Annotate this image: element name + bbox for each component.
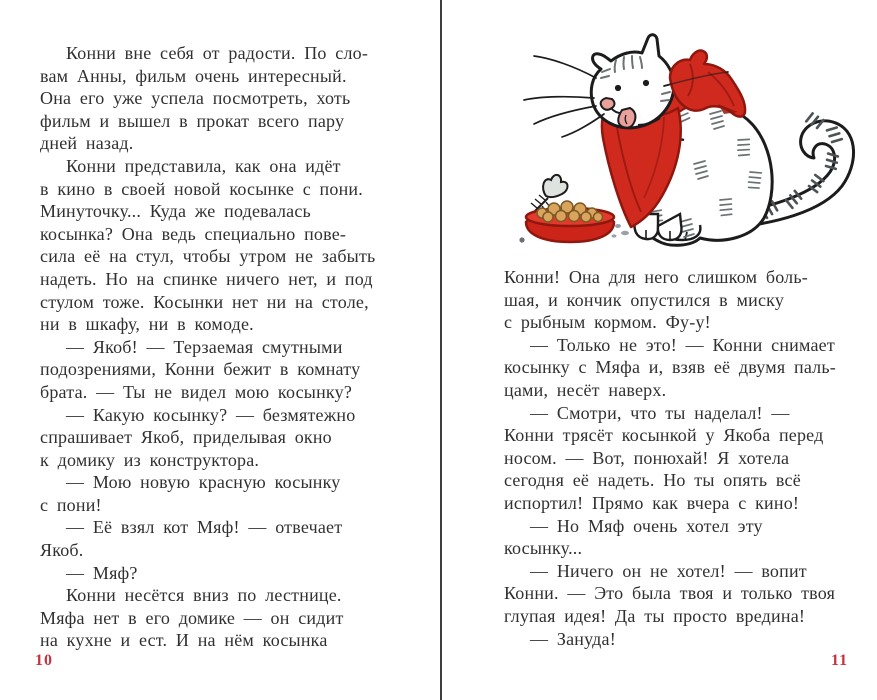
- text-line: сегодня её надеть. Но ты опять всё: [504, 470, 801, 491]
- cat-illustration-svg: [512, 14, 868, 260]
- text-line: — Её взял кот Мяф! — отвечает: [66, 517, 343, 538]
- text-line: цами, несёт наверх.: [504, 379, 667, 400]
- text-line: к домику из конструктора.: [40, 449, 260, 470]
- text-line: вам Анны, фильм очень интересный.: [40, 65, 347, 86]
- cat-eye: [643, 80, 649, 86]
- left-page-number: 10: [35, 652, 53, 669]
- right-page-text: [504, 266, 874, 650]
- text-line: косынку с Мяфа и, взяв её двумя паль-: [504, 357, 836, 378]
- text-line: с пони!: [40, 494, 102, 515]
- text-line: косынка? Она ведь специально пове-: [40, 223, 347, 244]
- text-line: Конни представила, как она идёт: [66, 155, 341, 176]
- fish-skeleton-fin: [543, 175, 567, 197]
- text-line: — Какую косынку? — безмятежно: [66, 404, 356, 425]
- text-line: Конни трясёт косынкой у Якоба перед: [504, 425, 824, 446]
- text-line: — Зануда!: [530, 628, 616, 649]
- right-page-number: 11: [831, 652, 849, 669]
- text-line: шая, и кончик опустился в миску: [504, 289, 785, 310]
- text-line: надеть. Но на спинке ничего нет, и под: [40, 268, 373, 289]
- text-line: спрашивает Якоб, приделывая окно: [40, 427, 332, 448]
- text-line: Якоб.: [40, 540, 84, 561]
- text-line: — Только не это! — Конни снимает: [530, 334, 835, 355]
- food-bowl: [526, 175, 614, 242]
- text-line: с рыбным кормом. Фу-у!: [504, 312, 711, 333]
- text-line: носом. — Вот, понюхай! Я хотела: [504, 447, 790, 468]
- text-line: на кухне и ест. И на нём косынка: [40, 630, 328, 651]
- text-line: Минуточку... Куда же подевалась: [40, 201, 311, 222]
- right-page: [442, 0, 877, 700]
- text-line: косынку...: [504, 538, 583, 559]
- text-line: подозрениями, Конни бежит в комнату: [40, 359, 361, 380]
- text-line: испортил! Прямо как вчера с кино!: [504, 492, 800, 513]
- text-line: Конни. — Это была твоя и только твоя: [504, 583, 836, 604]
- text-line: брата. — Ты не видел мою косынку?: [40, 381, 353, 402]
- text-line: — Мою новую красную косынку: [66, 472, 341, 493]
- text-line: глупая идея! Да ты просто вредина!: [504, 605, 806, 626]
- text-line: Мяфа нет в его домике — он сидит: [40, 607, 344, 628]
- left-page-text: [40, 42, 430, 652]
- cat-nose: [601, 98, 615, 110]
- text-line: в кино в своей новой косынке с пони.: [40, 178, 363, 199]
- text-line: Она его уже успела посмотреть, хоть: [40, 88, 351, 109]
- text-line: Конни несётся вниз по лестнице.: [66, 585, 342, 606]
- text-line: ни в шкафу, ни в комоде.: [40, 314, 254, 335]
- cat-tongue: [618, 108, 635, 128]
- text-line: дней назад.: [40, 133, 134, 154]
- text-line: Конни! Она для него слишком боль-: [504, 267, 808, 287]
- text-line: Конни вне себя от радости. По сло-: [66, 43, 369, 63]
- cat-illustration: [512, 14, 868, 260]
- text-line: — Ничего он не хотел! — вопит: [530, 560, 807, 581]
- text-line: сила её на стул, чтобы утром не забыть: [40, 246, 376, 267]
- text-line: стулом тоже. Косынки нет ни на столе,: [40, 291, 369, 312]
- text-line: фильм и вышел в прокат всего пару: [40, 110, 345, 131]
- text-line: — Смотри, что ты наделал! —: [530, 402, 790, 423]
- cat-eye: [615, 85, 621, 91]
- text-line: — Якоб! — Терзаемая смутными: [66, 336, 343, 357]
- text-line: — Но Мяф очень хотел эту: [530, 515, 763, 536]
- text-line: — Мяф?: [66, 562, 138, 583]
